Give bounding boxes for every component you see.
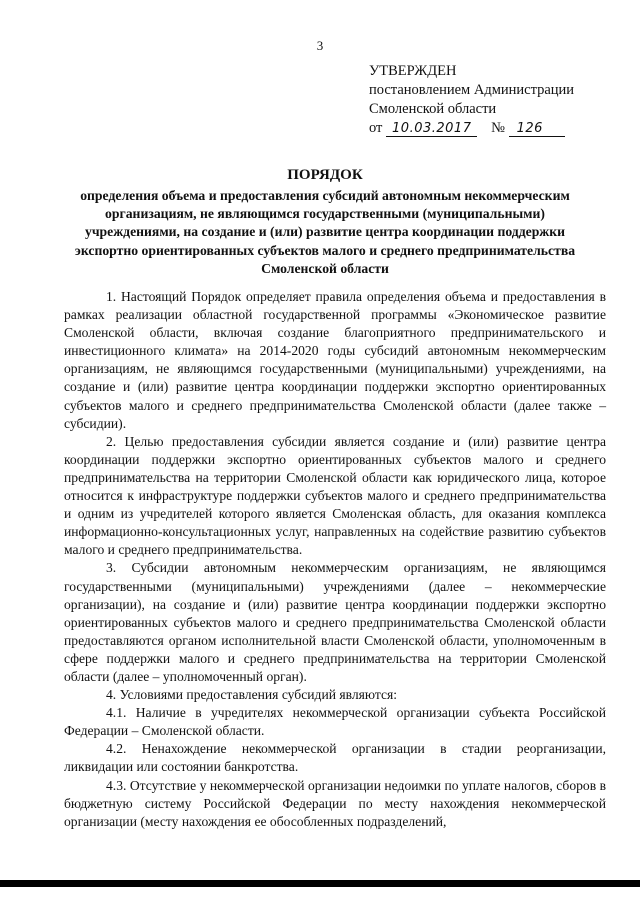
scan-edge-shadow bbox=[0, 880, 640, 887]
paragraph-3: 3. Субсидии автономным некоммерческим организациям, не являющимся государственными (муниципальными) учреждениями (далее – некоммерческие организации), на создание и (или) развитие центра координации поддержки экспортно ориентированных субъектов малого и среднего предпринимательства Смоленской области предоставляются органом исполнительной власти Смоленской области, уполномоченным в сфере поддержки малого и среднего предпринимательства на территории Смоленской области (далее – уполномоченный орган). bbox=[64, 560, 606, 684]
paragraph-4-1: 4.1. Наличие в учредителях некоммерческой организации субъекта Российской Федерации – Смоленской области. bbox=[64, 705, 606, 739]
handwritten-number: 126 bbox=[509, 121, 565, 137]
approval-stamp bbox=[369, 62, 619, 138]
document-body bbox=[64, 288, 606, 831]
paragraph-4: 4. Условиями предоставления субсидий являются: bbox=[106, 687, 398, 703]
document-title: ПОРЯДОК bbox=[287, 167, 363, 183]
paragraph-2: 2. Целью предоставления субсидии является создание и (или) развитие центра координации поддержки экспортно ориентированных субъектов малого и среднего предпринимательства на территории Смоленской области как юридического лица, которое относится к инфраструктуре поддержки субъектов малого и среднего предпринимательства и одним из учредителей которого является Смоленская область, для оказания комплекса информационно-консультационных услуг, направленных на содействие развитию субъектов малого и среднего предпринимательства. bbox=[64, 433, 606, 558]
approval-heading: УТВЕРЖДЕН bbox=[369, 63, 457, 79]
document-subtitle: определения объема и предоставления субсидий автономным некоммерческим организациям, не являющимся государственными (муниципальными) учреждениями, на создание и (или) развитие центра координации поддержки экспортно ориентированных субъектов малого и среднего предпринимательства Смоленской области bbox=[74, 188, 576, 276]
approval-date-line bbox=[369, 119, 619, 138]
approval-line-decree: постановлением Администрации bbox=[369, 82, 575, 98]
paragraph-1: 1. Настоящий Порядок определяет правила определения объема и предоставления в рамках реализации областной государственной программы «Экономическое развитие Смоленской области, включая создание благоприятного предпринимательского и инвестиционного климата» на 2014-2020 годы субсидий автономным некоммерческим организациям, не являющимся государственными (муниципальными) учреждениями, на создание и (или) развитие центра координации поддержки экспортно ориентированных субъектов малого и среднего предпринимательства Смоленской области (далее также – субсидии). bbox=[64, 289, 606, 431]
paragraph-4-3: 4.3. Отсутствие у некоммерческой организации недоимки по уплате налогов, сборов в бюджетную систему Российской Федерации по месту нахождения некоммерческой организации (месту нахождения ее обособленных подразделений, bbox=[64, 777, 606, 829]
approval-line-region: Смоленской области bbox=[369, 101, 497, 117]
handwritten-date: 10.03.2017 bbox=[386, 121, 477, 137]
paragraph-4-2: 4.2. Ненахождение некоммерческой организации в стадии реорганизации, ликвидации или состоянии банкротства. bbox=[64, 741, 606, 775]
page-number: 3 bbox=[316, 38, 324, 53]
number-label: № bbox=[491, 120, 505, 136]
date-prefix: от bbox=[369, 120, 383, 136]
